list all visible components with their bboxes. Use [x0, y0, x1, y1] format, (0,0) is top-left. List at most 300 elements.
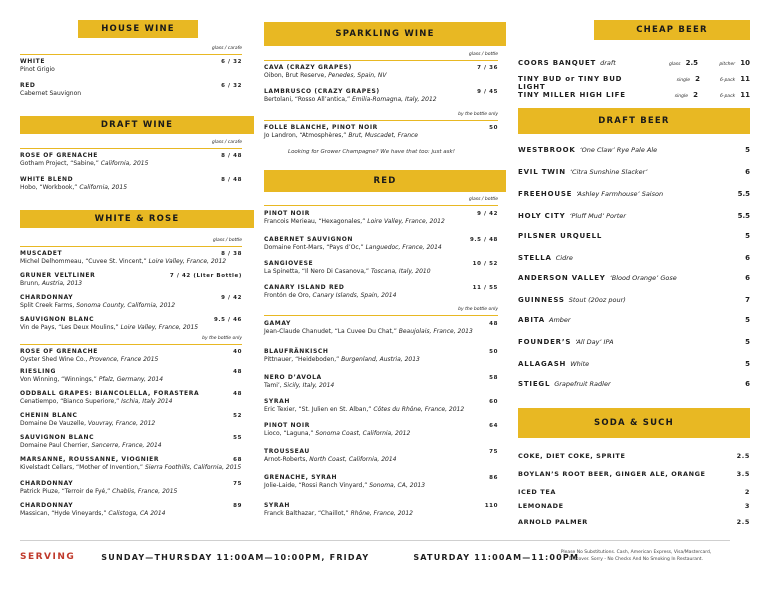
wine-name: PINOT NOIR: [264, 210, 310, 217]
soda-title: SODA & SUCH: [594, 418, 674, 428]
wine-name: SYRAH: [264, 502, 290, 509]
wine-region: Sonoma County, California, 2012: [74, 302, 176, 309]
wine-producer: Pittnauer, “Heideboden,”: [264, 356, 340, 363]
size-2: [698, 82, 750, 101]
wine-name: SANGIOVESE: [264, 260, 314, 267]
beer-price: 7: [745, 296, 750, 304]
beer-price: 6: [745, 380, 750, 388]
beer-style: ‘One Claw’ Rye Pale Ale: [579, 146, 658, 154]
wine-item: [20, 294, 242, 310]
beer-name: COORS BANQUET: [518, 59, 597, 67]
wine-producer: Von Winning, “Winnings,”: [20, 376, 97, 383]
beer-name: ABITA: [518, 316, 546, 324]
size-label: single: [674, 94, 689, 99]
sparkling-banner: [264, 22, 506, 46]
wine-item: [20, 502, 242, 518]
divider: [264, 120, 498, 121]
draft-wine-banner: [20, 116, 254, 134]
size-price: 2.5: [685, 59, 698, 67]
white-rose-bottle-only: by the bottle only: [202, 336, 242, 341]
soda-item: [518, 470, 750, 478]
payment-note: [548, 549, 724, 563]
wine-desc: [264, 482, 498, 490]
wine-desc: [20, 258, 242, 266]
house-wine-sub: glass / carafe: [211, 46, 242, 51]
beer-style: Amber: [549, 316, 571, 324]
wine-item: [264, 398, 498, 414]
house-wine-banner: [78, 20, 198, 38]
wine-desc: [264, 430, 498, 438]
wine-region: Sicily, Italy, 2014: [281, 382, 335, 389]
wine-desc: [264, 456, 498, 464]
soda-name: BOYLAN’S ROOT BEER, GINGER ALE, ORANGE: [518, 470, 706, 478]
wine-name: GRUNER VELTLINER: [20, 272, 96, 279]
wine-price: 58: [489, 375, 498, 381]
wine-item: [264, 236, 498, 252]
grower-champagne-note: Looking for Grower Champagne? We have that too: just ask!: [288, 149, 455, 155]
beer-price: 6: [745, 274, 750, 282]
wine-price: 9.5 / 46: [213, 317, 242, 323]
wine-name: GAMAY: [264, 320, 291, 327]
wine-name: RED: [20, 82, 36, 89]
wine-item: [264, 502, 498, 518]
wine-region: Chablis, France, 2015: [110, 488, 178, 495]
wine-desc: [264, 406, 498, 414]
wine-item: [264, 348, 498, 364]
wine-name: NERO D’AVOLA: [264, 374, 322, 381]
wine-producer: Jo Landron, “Atmosphères,”: [264, 132, 347, 139]
divider: [264, 60, 498, 61]
size-label: glass: [668, 62, 681, 67]
wine-desc: [20, 160, 242, 168]
wine-item: [264, 210, 498, 226]
wine-producer: Tami’,: [264, 382, 282, 389]
beer-price: 6: [745, 168, 750, 176]
wine-item: [20, 390, 242, 406]
wine-region: California, 2015: [77, 184, 128, 191]
wine-desc: [20, 324, 242, 332]
wine-desc: [20, 464, 242, 472]
wine-item: [20, 368, 242, 384]
wine-name: PINOT NOIR: [264, 422, 310, 429]
wine-item: [20, 316, 242, 332]
beer-style: Cidre: [555, 254, 573, 262]
wine-name: MARSANNE, ROUSSANNE, VIOGNIER: [20, 456, 160, 463]
wine-item: [264, 88, 498, 104]
sparkling-bottle-only: by the bottle only: [458, 112, 498, 117]
wine-price: 55: [233, 435, 242, 441]
wine-name: ROSE OF GRENACHE: [20, 348, 98, 355]
wine-item: [20, 272, 242, 288]
soda-banner: [518, 408, 750, 438]
size-price: 11: [740, 75, 750, 83]
wine-region: California, 2015: [98, 160, 149, 167]
wine-item: [264, 64, 498, 80]
wine-name: BLAUFRÄNKISCH: [264, 348, 329, 355]
wine-price: 6 / 32: [221, 83, 242, 89]
wine-name: SAUVIGNON BLANC: [20, 316, 95, 323]
beer-style: ‘All Day’ IPA: [575, 338, 614, 346]
size-price: 2: [695, 75, 700, 83]
soda-item: [518, 502, 750, 510]
wine-region: Languedoc, France, 2014: [363, 244, 442, 251]
soda-name: ARNOLD PALMER: [518, 518, 588, 526]
wine-price: 6 / 32: [221, 59, 242, 65]
wine-desc: [20, 488, 242, 496]
wine-name: CAVA (CRAZY GRAPES): [264, 64, 352, 71]
wine-item: [20, 412, 242, 428]
draft-beer-item: [518, 190, 750, 198]
wine-region: Burgenland, Austria, 2013: [339, 356, 420, 363]
wine-producer: Vin de Pays, “Les Deux Moulins,”: [20, 324, 119, 331]
wine-price: 75: [489, 449, 498, 455]
beer-price: 5: [745, 338, 750, 346]
wine-producer: Oibon, Brut Reserve,: [264, 72, 327, 79]
beer-name: GUINNESS: [518, 296, 565, 304]
wine-item: [264, 422, 498, 438]
wine-producer: Cabernet Sauvignon: [20, 90, 82, 97]
wine-price: 75: [233, 481, 242, 487]
soda-name: ICED TEA: [518, 488, 556, 496]
wine-item: [264, 124, 498, 140]
wine-name: WHITE: [20, 58, 46, 65]
wine-price: 7 / 36: [477, 65, 498, 71]
soda-price: 3: [744, 502, 750, 510]
wine-region: Loire Valley, France, 2012: [146, 258, 227, 265]
wine-item: [264, 320, 498, 336]
draft-wine-title: DRAFT WINE: [100, 120, 174, 130]
wine-desc: [20, 420, 242, 428]
wine-name: LAMBRUSCO (CRAZY GRAPES): [264, 88, 380, 95]
white-rose-title: WHITE & ROSE: [94, 214, 180, 224]
soda-item: [518, 518, 750, 526]
wine-desc: [20, 302, 242, 310]
soda-price: 3.5: [736, 470, 750, 478]
wine-desc: [264, 218, 498, 226]
wine-region: Pfalz, Germany, 2014: [96, 376, 164, 383]
beer-name: STIEGL: [518, 380, 551, 388]
divider: [20, 344, 242, 345]
divider: [20, 54, 242, 55]
wine-desc: [264, 72, 498, 80]
wine-price: 60: [489, 399, 498, 405]
wine-name: GRENACHE, SYRAH: [264, 474, 338, 481]
wine-item: [20, 348, 242, 364]
wine-price: 48: [233, 391, 242, 397]
wine-producer: Lioco, “Laguna,”: [264, 430, 314, 437]
wine-region: Rhône, France, 2012: [348, 510, 413, 517]
wine-region: Sierra Foothills, California, 2015: [143, 464, 242, 471]
wine-region: Penedes, Spain, NV: [326, 72, 387, 79]
wine-price: 48: [233, 369, 242, 375]
wine-price: 8 / 48: [221, 177, 242, 183]
soda-name: COKE, DIET COKE, SPRITE: [518, 452, 626, 460]
house-wine-title: HOUSE WINE: [101, 24, 175, 34]
wine-desc: [20, 510, 242, 518]
wine-name: ODDBALL GRAPES: BIANCOLELLA, FORASTERA: [20, 390, 200, 397]
draft-beer-item: [518, 274, 750, 282]
wine-price: 9 / 42: [221, 295, 242, 301]
wine-price: 8 / 48: [221, 153, 242, 159]
wine-region: Emilia-Romagna, Italy, 2012: [350, 96, 437, 103]
wine-item: [20, 456, 242, 472]
divider: [264, 315, 498, 316]
wine-desc: [264, 328, 498, 336]
beer-name: ANDERSON VALLEY: [518, 274, 606, 282]
wine-name: WHITE BLEND: [20, 176, 74, 183]
wine-price: 68: [233, 457, 242, 463]
wine-desc: [20, 356, 242, 364]
wine-price: 52: [233, 413, 242, 419]
wine-producer: Michel Delhommeau, “Cuvee St. Vincent,”: [20, 258, 147, 265]
wine-desc: [264, 132, 498, 140]
draft-beer-item: [518, 296, 750, 304]
wine-name: ROSE OF GRENACHE: [20, 152, 98, 159]
soda-item: [518, 452, 750, 460]
soda-price: 2.5: [736, 518, 750, 526]
size-1: [648, 82, 698, 101]
draft-beer-item: [518, 168, 750, 176]
soda-name: LEMONADE: [518, 502, 564, 510]
beer-style: ‘Blood Orange’ Gose: [609, 274, 677, 282]
soda-price: 2.5: [736, 452, 750, 460]
wine-price: 9 / 42: [477, 211, 498, 217]
beer-name: WESTBROOK: [518, 146, 576, 154]
white-rose-banner: [20, 210, 254, 228]
wine-region: Toscana, Italy, 2010: [369, 268, 431, 275]
wine-region: North Coast, California, 2014: [307, 456, 397, 463]
wine-producer: Eric Texier, “St. Julien en St. Alban,”: [264, 406, 372, 413]
size-label: 6-pack: [719, 94, 736, 99]
wine-producer: Francois Merieau, “Hexagonales,”: [264, 218, 366, 225]
wine-price: 89: [233, 503, 242, 509]
beer-style: Stout (20oz pour): [568, 296, 626, 304]
beer-price: 6: [745, 254, 750, 262]
wine-price: 8 / 38: [221, 251, 242, 257]
divider: [20, 246, 242, 247]
wine-region: Sancerre, France, 2014: [89, 442, 162, 449]
wine-price: 7 / 42 (Liter Bottle): [169, 273, 242, 279]
wine-name: CANARY ISLAND RED: [264, 284, 345, 291]
weekday-hours: SUNDAY—THURSDAY 11:00AM—10:00PM, FRIDAY: [101, 552, 370, 562]
beer-price: 5.5: [737, 190, 750, 198]
wine-producer: Massican, “Hyde Vineyards,”: [20, 510, 107, 517]
wine-item: [264, 284, 498, 300]
draft-beer-item: [518, 338, 750, 346]
beer-name: HOLY CITY: [518, 212, 566, 220]
wine-desc: [264, 292, 498, 300]
wine-desc: [20, 398, 242, 406]
sparkling-sub: glass / bottle: [468, 52, 498, 57]
wine-price: 110: [484, 503, 498, 509]
draft-beer-item: [518, 380, 750, 388]
wine-desc: [264, 96, 498, 104]
draft-beer-banner: [518, 108, 750, 134]
wine-price: 9.5 / 48: [469, 237, 498, 243]
wine-name: TROUSSEAU: [264, 448, 310, 455]
wine-producer: Cenatiempo, “Bianco Superiore,”: [20, 398, 120, 405]
beer-name: EVIL TWIN: [518, 168, 566, 176]
wine-price: 48: [489, 321, 498, 327]
wine-desc: [20, 442, 242, 450]
wine-price: 50: [489, 349, 498, 355]
wine-name: MUSCADET: [20, 250, 63, 257]
wine-producer: La Spinetta, “Il Nero Di Casanova,”: [264, 268, 370, 275]
wine-desc: [20, 184, 242, 192]
sparkling-title: SPARKLING WINE: [335, 29, 435, 39]
wine-price: 64: [489, 423, 498, 429]
wine-region: Sonoma, CA, 2013: [367, 482, 426, 489]
wine-price: 86: [489, 475, 498, 481]
size-label: single: [676, 78, 690, 83]
beer-price: 5: [745, 316, 750, 324]
saturday-hours: SATURDAY 11:00AM—11:00PM: [413, 552, 580, 562]
wine-desc: [264, 382, 498, 390]
wine-name: FOLLE BLANCHE, PINOT NOIR: [264, 124, 378, 131]
draft-beer-item: [518, 316, 750, 324]
wine-desc: [20, 280, 242, 288]
wine-producer: Domaine Font-Mars, “Pays d’Oc,”: [264, 244, 364, 251]
beer-name: FOUNDER’S: [518, 338, 572, 346]
payment-note-line: Please No Substitutions. Cash, American Express, Visa/Mastercard,: [560, 550, 712, 555]
beer-style: draft: [600, 59, 616, 67]
wine-region: Austria, 2013: [39, 280, 83, 287]
beer-style: ‘Citra Sunshine Slacker’: [569, 168, 648, 176]
divider: [20, 148, 242, 149]
wine-producer: Split Creek Farms,: [20, 302, 75, 309]
wine-item: [20, 152, 242, 168]
wine-item: [264, 474, 498, 490]
wine-price: 10 / 52: [472, 261, 498, 267]
wine-desc: [264, 268, 498, 276]
wine-producer: Oyster Shed Wine Co.,: [20, 356, 88, 363]
wine-name: CHARDONNAY: [20, 294, 74, 301]
payment-note-line: Discover. Sorry - No Checks And No Smoking In Restaurant.: [569, 557, 703, 562]
wine-producer: Hobo, “Workbook,”: [20, 184, 78, 191]
wine-region: Canary Islands, Spain, 2014: [310, 292, 397, 299]
wine-region: Côtes du Rhône, France, 2012: [371, 406, 465, 413]
wine-item: [264, 374, 498, 390]
draft-wine-sub: glass / carafe: [211, 140, 242, 145]
wine-item: [264, 448, 498, 464]
wine-region: Brut, Muscadet, France: [346, 132, 419, 139]
wine-desc: [264, 244, 498, 252]
red-title: RED: [373, 176, 397, 186]
draft-beer-item: [518, 360, 750, 368]
draft-beer-item: [518, 254, 750, 262]
wine-item: [20, 250, 242, 266]
beer-price: 5.5: [737, 212, 750, 220]
wine-producer: Patrick Piuze, “Terroir de Fyé,”: [20, 488, 111, 495]
size-label: pitcher: [719, 62, 736, 67]
red-bottle-only: by the bottle only: [458, 307, 498, 312]
wine-name: SAUVIGNON BLANC: [20, 434, 95, 441]
wine-region: Sonoma Coast, California, 2012: [313, 430, 411, 437]
wine-item: [20, 480, 242, 496]
cheap-beer-title: CHEAP BEER: [636, 25, 708, 35]
wine-region: Calistoga, CA 2014: [106, 510, 166, 517]
white-rose-sub: glass / bottle: [212, 238, 242, 243]
wine-name: CHARDONNAY: [20, 502, 74, 509]
cheap-beer-banner: [594, 20, 750, 40]
beer-price: 5: [745, 360, 750, 368]
beer-style: ‘Ashley Farmhouse’ Saison: [576, 190, 664, 198]
wine-producer: Frontón de Oro,: [264, 292, 311, 299]
wine-item: [264, 260, 498, 276]
beer-name: TINY MILLER HIGH LIFE: [518, 91, 626, 99]
wine-producer: Pinot Grigio: [20, 66, 55, 73]
wine-item: [20, 434, 242, 450]
beer-name: FREEHOUSE: [518, 190, 573, 198]
wine-producer: Franck Balthazar, “Chaillot,”: [264, 510, 349, 517]
wine-name: CHENIN BLANC: [20, 412, 78, 419]
wine-price: 9 / 45: [477, 89, 498, 95]
wine-region: Ischia, Italy 2014: [119, 398, 173, 405]
wine-producer: Bertolani, “Rosso All’antica,”: [264, 96, 351, 103]
wine-producer: Jolie-Laide, “Rossi Ranch Vinyard,”: [264, 482, 368, 489]
soda-price: 2: [744, 488, 750, 496]
wine-item: [20, 176, 242, 192]
draft-beer-item: [518, 232, 750, 240]
size-price: 10: [740, 59, 750, 67]
wine-producer: Arnot-Roberts,: [264, 456, 308, 463]
wine-desc: [20, 376, 242, 384]
draft-beer-item: [518, 212, 750, 220]
wine-region: Loire Valley, France, 2012: [365, 218, 445, 225]
soda-item: [518, 488, 750, 496]
wine-producer: Brunn,: [20, 280, 40, 287]
wine-desc: [20, 66, 242, 74]
beer-style: ‘Pluff Mud’ Porter: [569, 212, 626, 220]
size-label: 6-pack: [719, 78, 736, 83]
draft-beer-title: DRAFT BEER: [598, 116, 670, 126]
red-sub: glass / bottle: [468, 197, 498, 202]
wine-price: 11 / 55: [472, 285, 498, 291]
beer-name: PILSNER URQUELL: [518, 232, 603, 240]
size-price: 11: [740, 91, 750, 99]
wine-desc: [264, 356, 498, 364]
draft-beer-item: [518, 146, 750, 154]
footer: [20, 540, 579, 574]
wine-producer: Gotham Project, “Sabine,”: [20, 160, 99, 167]
serving-label: SERVING: [20, 552, 76, 562]
wine-producer: Jean-Claude Chanudet, “La Cuvee Du Chat,”: [264, 328, 397, 335]
wine-name: SYRAH: [264, 398, 290, 405]
wine-region: Provence, France 2015: [87, 356, 159, 363]
beer-style: White: [570, 360, 590, 368]
beer-price: 5: [745, 232, 750, 240]
size-price: 2: [693, 91, 698, 99]
wine-producer: Kivelstadt Cellars, “Mother of Invention,”: [20, 464, 144, 471]
cheap-beer-item: [518, 82, 750, 101]
beer-price: 5: [745, 146, 750, 154]
wine-producer: Domaine Paul Cherrier,: [20, 442, 90, 449]
wine-name: CABERNET SAUVIGNON: [264, 236, 354, 243]
wine-price: 50: [489, 125, 498, 131]
wine-desc: [20, 90, 242, 98]
wine-name: CHARDONNAY: [20, 480, 74, 487]
wine-name: RIESLING: [20, 368, 57, 375]
wine-item: [20, 58, 242, 74]
beer-name: STELLA: [518, 254, 552, 262]
wine-item: [20, 82, 242, 98]
wine-region: Vouvray, France, 2012: [86, 420, 156, 427]
wine-region: Beaujolais, France, 2013: [396, 328, 473, 335]
wine-producer: Domaine De Vauzelle,: [20, 420, 86, 427]
beer-name: ALLAGASH: [518, 360, 567, 368]
wine-region: Loire Valley, France, 2015: [118, 324, 199, 331]
beer-style: Grapefruit Radler: [554, 380, 611, 388]
